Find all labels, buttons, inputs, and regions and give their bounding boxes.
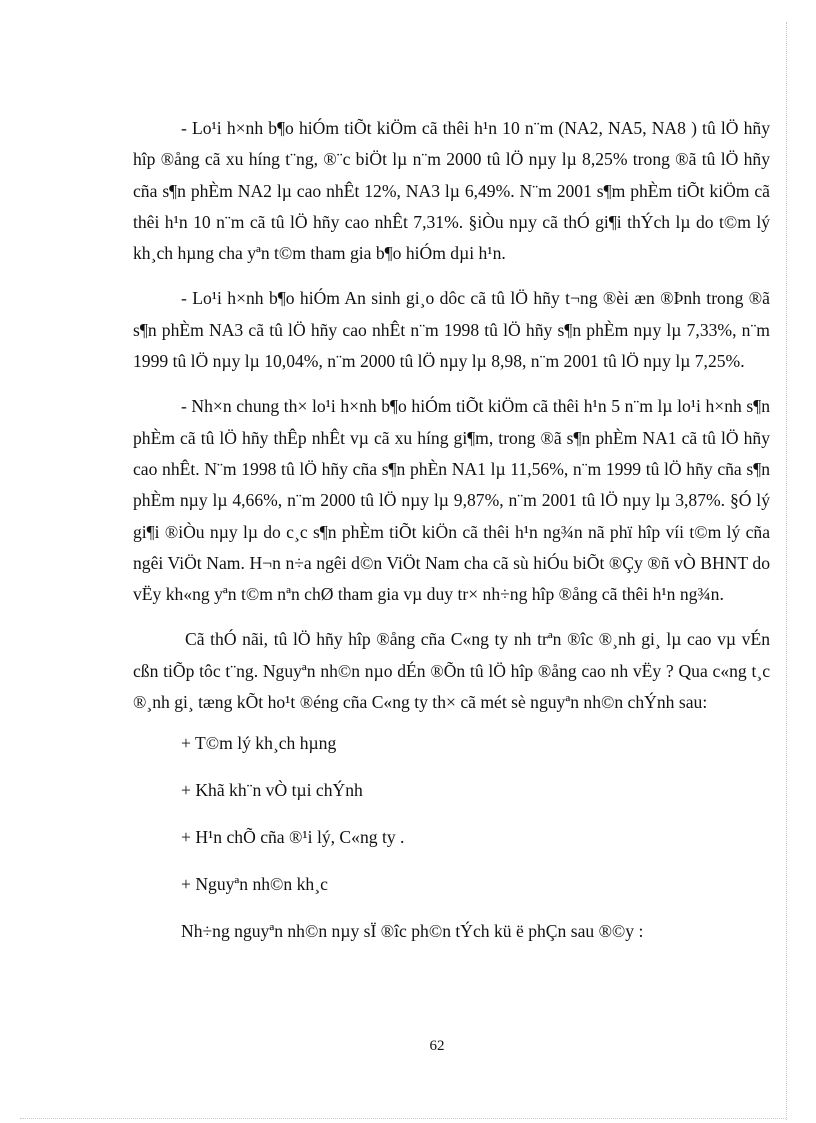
paragraph-savings-10-year: - Lo¹i h×nh b¶o hiÓm tiÕt kiÖm cã thêi h¹n 10 n¨m (NA2, NA5, NA8 ) tû lÖ hñy hîp ®ång cã xu híng t¨ng, ®¨c biÖt lµ n¨m 2000 tû lÖ nµy lµ 8,25% trong ®ã tû lÖ hñy cña s¶n phÈm NA2 lµ cao nhÊt 12%, NA3 lµ 6,49%. N¨m 2001 s¶m phÈm tiÕt kiÖm cã thêi h¹n 10 n¨m cã tû lÖ hñy cao nhÊt 7,31%. §iÒu nµy cã thÓ gi¶i thÝch lµ do t©m lý kh¸ch hµng cha yªn t©m tham gia b¶o hiÓm dµi h¹n. xyxy=(133,118,770,264)
page-content xyxy=(133,113,770,948)
page-number: 62 xyxy=(429,1038,445,1054)
list-item-financial-difficulty: + Khã kh¨n vÒ tµi chÝnh xyxy=(181,780,363,801)
list-item-other-reasons: + Nguyªn nh©n kh¸c xyxy=(181,874,328,895)
list-item-agent-company-limits: + H¹n chÕ cña ®¹i lý, C«ng ty . xyxy=(181,827,405,848)
paragraph-cancellation-summary: Cã thÓ nãi, tû lÖ hñy hîp ®ång cña C«ng ty nh trªn ®îc ®¸nh gi¸ lµ cao vµ vÉn cßn tiÕp tôc t¨ng. Nguyªn nh©n nµo dÉn ®Õn tû lÖ hîp ®ång cao nh vËy ? Qua c«ng t¸c ®¸nh gi¸ tæng kÕt ho¹t ®éng cña C«ng ty th× cã mét sè nguyªn nh©n chÝnh sau: xyxy=(133,629,770,713)
paragraph-savings-5-year: - Nh×n chung th× lo¹i h×nh b¶o hiÓm tiÕt kiÖm cã thêi h¹n 5 n¨m lµ lo¹i h×nh s¶n phÈm cã tû lÖ hñy thÊp nhÊt vµ cã xu híng gi¶m, trong ®ã s¶n phÈm NA1 cã tû lÖ hñy cao nhÊt. N¨m 1998 tû lÖ hñy cña s¶n phÈn NA1 lµ 11,56%, n¨m 1999 tû lÖ hñy cña s¶n phÈm nµy lµ 4,66%, n¨m 2000 tû lÖ nµy lµ 9,87%, n¨m 2001 tû lÖ nµy lµ 3,87%. §Ó lý gi¶i ®iÒu nµy lµ do c¸c s¶n phÈm tiÕt kiÖn cã thêi h¹n ng¾n nã phï hîp víi t©m lý cña ngêi ViÖt Nam. H¬n n÷a ngêi d©n ViÖt Nam cha cã sù hiÓu biÕt ®Çy ®ñ vÒ BHNT do vËy kh«ng yªn t©m nªn chØ tham gia vµ duy tr× nh÷ng hîp ®ång cã thêi h¹n ng¾n. xyxy=(133,396,770,605)
closing-sentence: Nh÷ng nguyªn nh©n nµy sÏ ®îc ph©n tÝch kü ë phÇn sau ®©y : xyxy=(181,921,644,942)
page-border-right xyxy=(786,22,787,1120)
paragraph-education-insurance: - Lo¹i h×nh b¶o hiÓm An sinh gi¸o dôc cã tû lÖ hñy t¬ng ®èi æn ®Þnh trong ®ã s¶n phÈm NA3 cã tû lÖ hñy cao nhÊt n¨m 1998 tû lÖ hñy s¶n phÈm nµy lµ 7,33%, n¨m 1999 tû lÖ nµy lµ 10,04%, n¨m 2000 tû lÖ nµy lµ 8,98, n¨m 2001 tû lÖ nµy lµ 7,25%. xyxy=(133,288,770,372)
page-border-bottom xyxy=(20,1118,786,1119)
list-item-customer-psychology: + T©m lý kh¸ch hµng xyxy=(181,733,337,754)
